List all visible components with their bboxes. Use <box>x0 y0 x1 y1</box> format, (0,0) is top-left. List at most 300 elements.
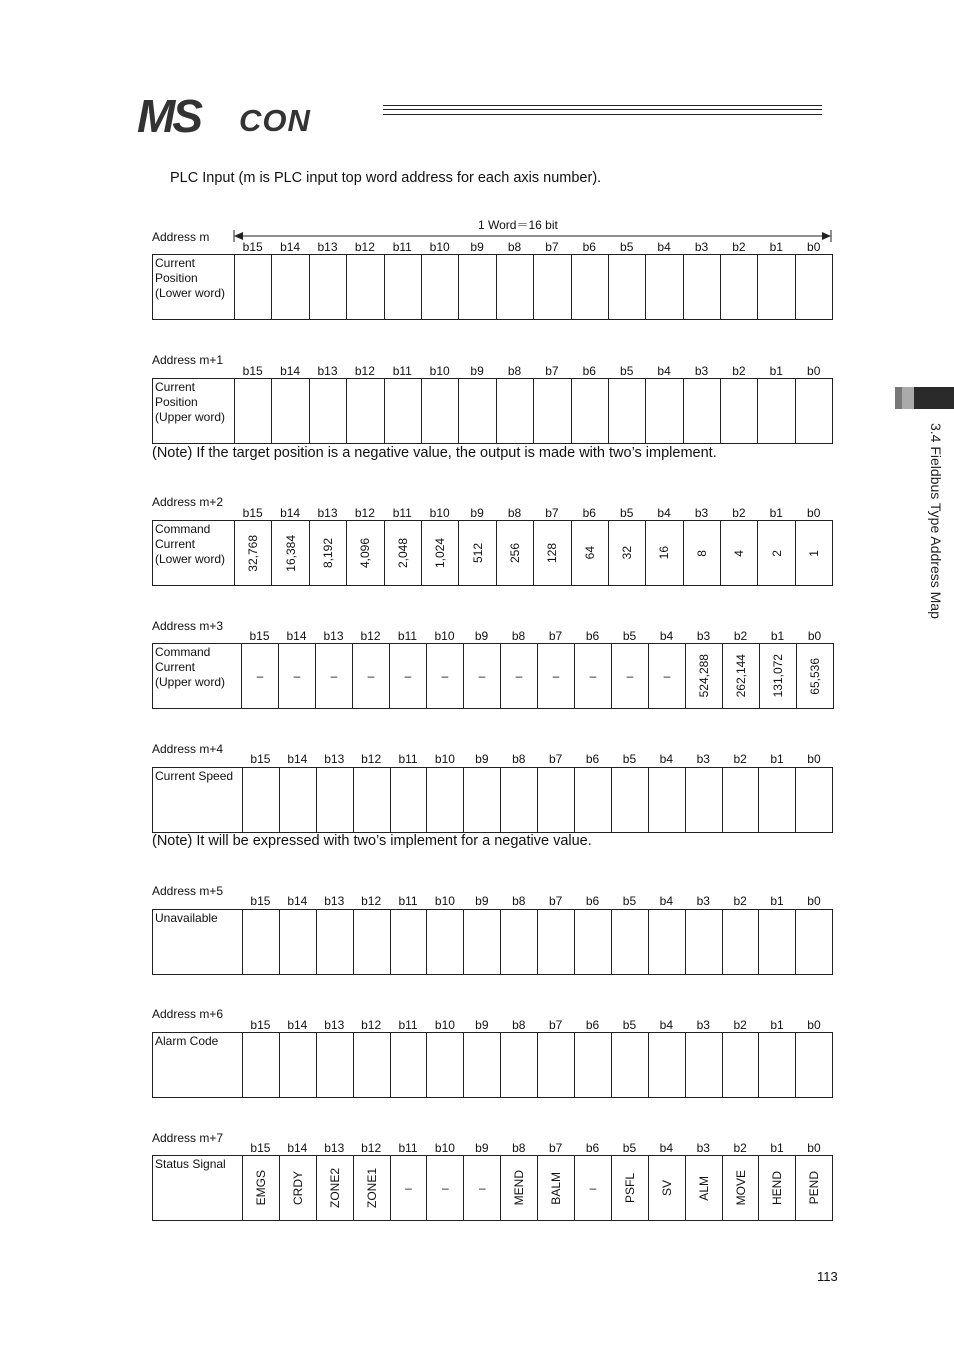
bit-value: 16 <box>657 546 672 560</box>
bit-cell <box>316 644 353 709</box>
register-table <box>152 1155 833 1221</box>
bit-value: BALM <box>549 1171 564 1205</box>
bit-label: b12 <box>354 506 375 520</box>
bit-cell <box>384 255 421 320</box>
note-negative-speed: (Note) It will be expressed with two’s implement for a negative value. <box>152 833 592 849</box>
bit-cell <box>796 1033 833 1098</box>
bit-value: 524,288 <box>697 654 711 698</box>
bit-cell <box>685 910 722 975</box>
bit-label: b4 <box>659 629 674 643</box>
bit-label: b8 <box>512 1141 526 1155</box>
bit-label: b7 <box>545 364 559 378</box>
bit-label: b1 <box>770 1141 784 1155</box>
address-label: Address m+6 <box>152 1007 224 1021</box>
bit-cell <box>427 910 464 975</box>
header-rule <box>383 109 822 110</box>
bit-label: b7 <box>545 506 559 520</box>
bit-label: b4 <box>659 894 674 908</box>
register-name: Current Position (Upper word) <box>153 379 235 444</box>
bit-value: 512 <box>470 542 485 564</box>
bit-label: b12 <box>361 752 382 766</box>
bit-label: b6 <box>582 240 596 254</box>
bit-value: 256 <box>507 542 522 564</box>
bit-cell <box>608 255 645 320</box>
bit-value: – <box>478 669 486 683</box>
bit-label: b14 <box>287 1141 308 1155</box>
bit-label: b7 <box>548 752 563 766</box>
bit-cell <box>464 1033 501 1098</box>
header-rule <box>383 114 822 115</box>
note-negative-position: (Note) If the target position is a negative value, the output is made with two’s implement. <box>152 445 717 461</box>
bit-header-row <box>242 752 832 766</box>
register-table <box>152 1032 833 1098</box>
register-table <box>152 643 834 709</box>
bit-cell <box>427 644 464 709</box>
bit-cell <box>571 379 608 444</box>
bit-value: – <box>589 669 597 683</box>
bit-label: b2 <box>733 1141 747 1155</box>
bit-cell <box>795 255 832 320</box>
bit-cell <box>611 1156 648 1221</box>
bit-label: b14 <box>287 1018 308 1032</box>
bit-label: b5 <box>620 364 634 378</box>
bit-value: – <box>589 1181 597 1195</box>
bit-cell <box>316 910 353 975</box>
bit-cell <box>575 1033 612 1098</box>
bit-value: – <box>330 669 338 683</box>
bit-cell <box>235 255 272 320</box>
bit-value: 131,072 <box>771 654 785 698</box>
bit-cell <box>353 1156 390 1221</box>
bit-cell <box>795 521 832 586</box>
bit-cell <box>459 255 496 320</box>
bit-label: b10 <box>429 240 450 254</box>
logo-main: MS <box>137 90 200 142</box>
bit-value: 1 <box>807 549 822 557</box>
bit-cell <box>459 379 496 444</box>
bit-label: b11 <box>398 1141 418 1155</box>
bit-label: b0 <box>807 364 821 378</box>
bit-header-row <box>242 1141 832 1155</box>
bit-label: b8 <box>512 1018 526 1032</box>
bit-cell <box>235 521 272 586</box>
bit-cell <box>243 1033 280 1098</box>
bit-cell <box>243 1156 280 1221</box>
bit-label: b10 <box>434 629 455 643</box>
bit-cell <box>353 910 390 975</box>
bit-label: b13 <box>323 629 344 643</box>
bit-value: – <box>442 1181 449 1195</box>
bit-cell <box>390 910 427 975</box>
bit-label: b3 <box>696 1141 710 1155</box>
bit-label: b15 <box>250 894 271 908</box>
register-name: Current Speed <box>153 768 243 833</box>
bit-cell <box>608 379 645 444</box>
bit-value: MEND <box>512 1170 527 1206</box>
bit-cell <box>279 644 316 709</box>
bit-label: b11 <box>398 1018 418 1032</box>
bit-label: b6 <box>585 752 600 766</box>
bit-cell <box>648 1156 685 1221</box>
register-table <box>152 254 833 320</box>
bit-cell <box>242 644 279 709</box>
bit-label: b6 <box>585 1018 600 1032</box>
bit-cell <box>272 255 309 320</box>
intro-text: PLC Input (m is PLC input top word address for each axis number). <box>170 170 602 186</box>
bit-cell <box>723 644 760 709</box>
bit-label: b15 <box>250 1141 271 1155</box>
bit-header-row <box>234 240 832 254</box>
bit-cell <box>571 255 608 320</box>
bit-cell <box>648 1033 685 1098</box>
bit-cell <box>279 768 316 833</box>
bit-cell <box>721 255 758 320</box>
bit-label: b1 <box>770 752 784 766</box>
bit-label: b15 <box>242 364 263 378</box>
bit-cell <box>759 1033 796 1098</box>
bit-value: 2,048 <box>395 537 410 569</box>
bit-cell <box>758 379 795 444</box>
bit-value: – <box>405 1181 412 1195</box>
bit-value: 2 <box>769 549 784 557</box>
bit-label: b7 <box>548 629 563 643</box>
header-rule <box>383 105 822 106</box>
bit-cell <box>759 1156 796 1221</box>
bit-cell <box>272 379 309 444</box>
bit-label: b9 <box>475 752 489 766</box>
bit-label: b0 <box>807 752 821 766</box>
bit-cell <box>309 521 346 586</box>
bit-value: 4,096 <box>358 537 373 569</box>
bit-label: b5 <box>622 629 637 643</box>
section-side-title: 3.4 Fieldbus Type Address Map <box>928 423 944 619</box>
bit-value: 128 <box>545 542 560 564</box>
bit-value: – <box>478 1181 486 1195</box>
bit-label: b0 <box>807 1018 821 1032</box>
bit-value: – <box>515 669 523 683</box>
bit-cell <box>421 255 458 320</box>
bit-label: b5 <box>622 752 637 766</box>
bit-label: b4 <box>659 1018 674 1032</box>
bit-label: b2 <box>732 364 746 378</box>
bit-value: – <box>367 669 375 683</box>
bit-cell <box>646 379 683 444</box>
bit-cell <box>796 768 833 833</box>
bit-cell <box>683 521 720 586</box>
bit-value: 64 <box>582 546 597 560</box>
register-table <box>152 767 833 833</box>
bit-cell <box>759 768 796 833</box>
bit-header-row <box>242 894 832 908</box>
bit-cell <box>427 1156 464 1221</box>
bit-cell <box>538 1156 575 1221</box>
bit-cell <box>464 644 501 709</box>
bit-label: b9 <box>470 240 484 254</box>
bit-label: b7 <box>548 1018 563 1032</box>
bit-cell <box>496 255 533 320</box>
bit-cell <box>611 768 648 833</box>
bit-label: b8 <box>507 506 522 520</box>
bit-header-row <box>234 506 832 520</box>
bit-label: b13 <box>317 506 338 520</box>
bit-cell <box>646 521 683 586</box>
bit-value: 32,768 <box>246 534 261 572</box>
bit-cell <box>390 1156 427 1221</box>
bit-label: b5 <box>620 506 634 520</box>
bit-label: b15 <box>242 240 263 254</box>
bit-cell <box>759 910 796 975</box>
bit-cell <box>534 521 571 586</box>
bit-cell <box>538 644 575 709</box>
bit-cell <box>316 1156 353 1221</box>
bit-label: b10 <box>434 894 455 908</box>
bit-label: b5 <box>622 894 637 908</box>
bit-label: b12 <box>361 1141 382 1155</box>
bit-cell <box>390 644 427 709</box>
bit-value: 8 <box>694 549 709 557</box>
bit-label: b13 <box>324 1141 345 1155</box>
address-label: Address m+5 <box>152 884 224 898</box>
bit-label: b3 <box>696 752 710 766</box>
bit-label: b4 <box>659 752 674 766</box>
bit-label: b11 <box>392 364 412 378</box>
bit-cell <box>796 910 833 975</box>
side-tab-marker <box>895 387 954 409</box>
bit-label: b15 <box>242 506 263 520</box>
bit-cell <box>421 379 458 444</box>
bit-label: b14 <box>280 364 301 378</box>
bit-cell <box>347 379 384 444</box>
bit-cell <box>758 255 795 320</box>
bit-cell <box>501 768 538 833</box>
bit-cell <box>316 768 353 833</box>
bit-value: 16,384 <box>283 534 298 572</box>
bit-value: 4 <box>732 549 747 557</box>
bit-label: b6 <box>585 1141 600 1155</box>
bit-value: CRDY <box>290 1170 305 1205</box>
bit-label: b9 <box>474 629 489 643</box>
bit-label: b2 <box>733 629 748 643</box>
bit-value: PSFL <box>622 1172 637 1203</box>
bit-label: b9 <box>475 1018 489 1032</box>
bit-label: b14 <box>287 894 308 908</box>
bit-cell <box>685 768 722 833</box>
bit-cell <box>384 379 421 444</box>
bit-label: b2 <box>733 894 747 908</box>
bit-cell <box>353 1033 390 1098</box>
bit-value: – <box>293 669 301 683</box>
bit-label: b15 <box>250 752 271 766</box>
register-name: Command Current (Lower word) <box>153 521 235 586</box>
bit-cell <box>722 768 759 833</box>
bit-label: b4 <box>659 1141 674 1155</box>
register-table <box>152 520 833 586</box>
register-table <box>152 378 833 444</box>
address-label: Address m+2 <box>152 495 224 509</box>
bit-label: b15 <box>249 629 270 643</box>
bit-label: b8 <box>512 894 526 908</box>
page-number: 113 <box>817 1269 838 1284</box>
bit-label: b11 <box>392 506 412 520</box>
bit-value: 65,536 <box>808 657 822 695</box>
bit-label: b6 <box>582 364 596 378</box>
bit-cell <box>384 521 421 586</box>
bit-label: b8 <box>511 629 526 643</box>
bit-label: b5 <box>622 1141 637 1155</box>
bit-label: b8 <box>507 240 522 254</box>
bit-label: b0 <box>807 506 821 520</box>
bit-cell <box>459 521 496 586</box>
bit-value: – <box>441 669 449 683</box>
bit-cell <box>353 644 390 709</box>
bit-label: b0 <box>807 894 821 908</box>
bit-cell <box>464 1156 501 1221</box>
bit-cell <box>685 1156 722 1221</box>
bit-label: b10 <box>434 1018 455 1032</box>
address-label: Address m+7 <box>152 1131 224 1145</box>
bit-header-row <box>241 629 833 643</box>
bit-cell <box>683 379 720 444</box>
bit-label: b3 <box>696 894 710 908</box>
bit-cell <box>722 910 759 975</box>
bit-label: b14 <box>280 506 301 520</box>
bit-cell <box>501 910 538 975</box>
bit-label: b10 <box>429 506 450 520</box>
bit-label: b1 <box>770 1018 784 1032</box>
bit-label: b8 <box>512 752 526 766</box>
bit-label: b1 <box>769 364 783 378</box>
bit-value: – <box>404 669 412 683</box>
bit-label: b3 <box>694 364 709 378</box>
bit-cell <box>760 644 797 709</box>
bit-label: b1 <box>769 506 783 520</box>
bit-value: – <box>552 669 560 683</box>
bit-cell <box>309 255 346 320</box>
bit-value: – <box>663 669 671 683</box>
bit-label: b10 <box>434 1141 455 1155</box>
bit-label: b13 <box>324 894 345 908</box>
bit-value: SV <box>659 1179 674 1196</box>
bit-cell <box>646 255 683 320</box>
bit-label: b4 <box>657 364 671 378</box>
bit-cell <box>795 379 832 444</box>
bit-cell <box>243 910 280 975</box>
bit-label: b10 <box>434 752 455 766</box>
bit-label: b1 <box>769 240 783 254</box>
bit-label: b12 <box>354 240 375 254</box>
register-name: Alarm Code <box>153 1033 243 1098</box>
bit-label: b13 <box>324 752 345 766</box>
bit-cell <box>608 521 645 586</box>
bit-label: b9 <box>475 894 489 908</box>
bit-label: b2 <box>732 506 746 520</box>
bit-label: b6 <box>585 894 600 908</box>
bit-cell <box>501 644 538 709</box>
bit-cell <box>575 910 612 975</box>
bit-cell <box>538 910 575 975</box>
bit-label: b12 <box>361 894 382 908</box>
bit-label: b15 <box>250 1018 271 1032</box>
bit-cell <box>235 379 272 444</box>
bit-label: b3 <box>696 1018 710 1032</box>
address-label: Address m+3 <box>152 619 224 633</box>
bit-cell <box>464 910 501 975</box>
bit-cell <box>316 1033 353 1098</box>
bit-label: b14 <box>280 240 301 254</box>
bit-header-row <box>234 364 832 378</box>
bit-cell <box>272 521 309 586</box>
bit-label: b14 <box>286 629 307 643</box>
bit-header-row <box>242 1018 832 1032</box>
bit-cell <box>534 255 571 320</box>
bit-label: b5 <box>620 240 634 254</box>
bit-cell <box>797 644 834 709</box>
bit-label: b8 <box>507 364 522 378</box>
bit-cell <box>427 768 464 833</box>
bit-cell <box>501 1033 538 1098</box>
bit-value: 8,192 <box>320 537 335 569</box>
bit-cell <box>309 379 346 444</box>
bit-label: b1 <box>770 894 784 908</box>
bit-value: ZONE1 <box>364 1167 379 1208</box>
bit-label: b13 <box>317 240 338 254</box>
register-name: Status Signal <box>153 1156 243 1221</box>
bit-cell <box>464 768 501 833</box>
bit-cell <box>575 768 612 833</box>
bit-value: PEND <box>807 1171 822 1205</box>
bit-value: HEND <box>770 1170 785 1205</box>
bit-cell <box>649 644 686 709</box>
bit-value: 262,144 <box>734 654 748 698</box>
bit-cell <box>501 1156 538 1221</box>
bit-cell <box>538 1033 575 1098</box>
bit-label: b9 <box>470 364 484 378</box>
bit-cell <box>353 768 390 833</box>
bit-value: 1,024 <box>433 537 448 569</box>
logo-sub: CON <box>239 103 311 138</box>
bit-label: b3 <box>694 506 709 520</box>
bit-label: b13 <box>317 364 338 378</box>
bit-cell <box>611 910 648 975</box>
bit-label: b10 <box>429 364 450 378</box>
bit-label: b2 <box>733 752 747 766</box>
bit-cell <box>496 379 533 444</box>
word-size-label: 1 Word＝16 bit <box>478 218 558 232</box>
bit-cell <box>612 644 649 709</box>
bit-cell <box>796 1156 833 1221</box>
bit-label: b3 <box>694 240 709 254</box>
bit-cell <box>571 521 608 586</box>
bit-cell <box>758 521 795 586</box>
bit-cell <box>686 644 723 709</box>
bit-label: b2 <box>733 1018 747 1032</box>
bit-label: b5 <box>622 1018 637 1032</box>
bit-cell <box>683 255 720 320</box>
bit-cell <box>575 644 612 709</box>
bit-label: b11 <box>397 629 418 643</box>
bit-label: b13 <box>324 1018 345 1032</box>
bit-cell <box>390 768 427 833</box>
bit-label: b1 <box>770 629 785 643</box>
bit-label: b6 <box>582 506 596 520</box>
bit-label: b12 <box>354 364 375 378</box>
bit-label: b11 <box>398 752 418 766</box>
register-name: Command Current (Upper word) <box>153 644 242 709</box>
bit-value: ALM <box>696 1175 711 1201</box>
bit-cell <box>722 1033 759 1098</box>
bit-value: MOVE <box>733 1170 748 1206</box>
bit-label: b14 <box>287 752 308 766</box>
